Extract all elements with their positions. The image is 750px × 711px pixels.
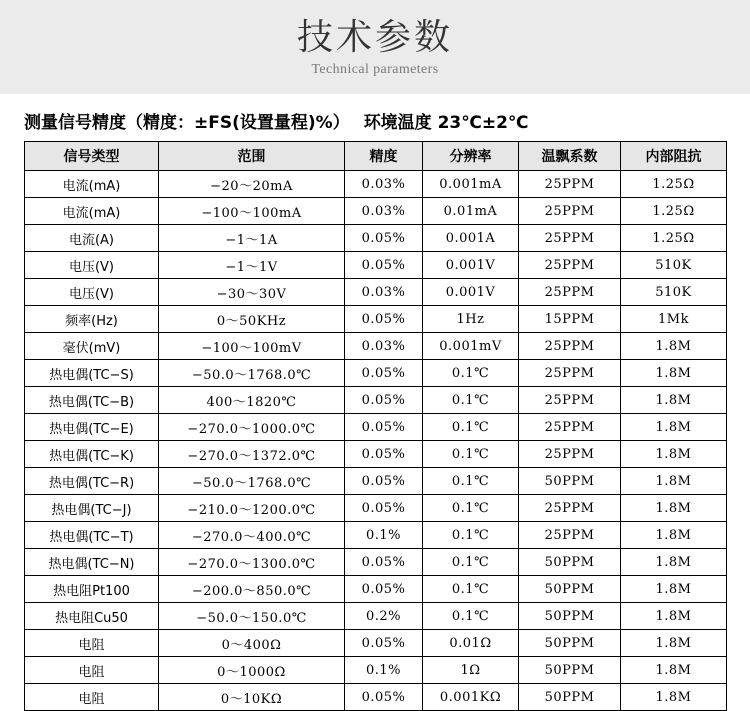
table-cell: 0.05% [345, 630, 423, 657]
table-cell: 0.1% [345, 657, 423, 684]
table-row [25, 441, 727, 468]
table-cell: 50PPM [519, 630, 621, 657]
page-subtitle: Technical parameters [311, 62, 439, 77]
table-cell: 热电阻Cu50 [25, 603, 159, 630]
table-cell: 热电偶(TC−R) [25, 468, 159, 495]
table-cell: 0.05% [345, 360, 423, 387]
column-header-temp-drift: 温飘系数 [519, 142, 621, 171]
table-cell: 0.05% [345, 576, 423, 603]
table-cell: −30～30V [159, 279, 345, 306]
table-cell: 0.1% [345, 522, 423, 549]
table-cell: 电流(A) [25, 225, 159, 252]
table-cell: 0～400Ω [159, 630, 345, 657]
table-cell: 0.1℃ [423, 603, 519, 630]
column-header-resolution: 分辨率 [423, 142, 519, 171]
table-cell: 25PPM [519, 333, 621, 360]
table-cell: 1.8M [621, 333, 727, 360]
table-row [25, 468, 727, 495]
table-cell: 0.05% [345, 252, 423, 279]
table-cell: 25PPM [519, 522, 621, 549]
table-cell: 毫伏(mV) [25, 333, 159, 360]
table-caption [24, 108, 750, 133]
table-cell: 1.8M [621, 684, 727, 711]
table-cell: −50.0～1768.0℃ [159, 468, 345, 495]
table-row [25, 225, 727, 252]
table-cell: 0.03% [345, 198, 423, 225]
table-cell: −200.0～850.0℃ [159, 576, 345, 603]
table-cell: 1.8M [621, 468, 727, 495]
table-cell: 25PPM [519, 171, 621, 198]
table-cell: 1.8M [621, 549, 727, 576]
table-cell: 510K [621, 279, 727, 306]
table-cell: 0.05% [345, 414, 423, 441]
table-cell: 25PPM [519, 279, 621, 306]
page-header [0, 0, 750, 94]
table-cell: 0.05% [345, 495, 423, 522]
table-cell: 0.05% [345, 387, 423, 414]
table-cell: 电流(mA) [25, 171, 159, 198]
table-cell: 0.001V [423, 252, 519, 279]
table-cell: 热电偶(TC−T) [25, 522, 159, 549]
table-cell: 1Hz [423, 306, 519, 333]
table-cell: 0～10KΩ [159, 684, 345, 711]
table-cell: 1.8M [621, 360, 727, 387]
table-row [25, 603, 727, 630]
table-cell: 0.05% [345, 225, 423, 252]
table-cell: −100～100mA [159, 198, 345, 225]
table-cell: 0.1℃ [423, 495, 519, 522]
table-cell: 0.03% [345, 171, 423, 198]
table-cell: 热电偶(TC−N) [25, 549, 159, 576]
table-cell: 0～50KHz [159, 306, 345, 333]
table-cell: 电阻 [25, 657, 159, 684]
table-cell: 0.03% [345, 279, 423, 306]
table-cell: 50PPM [519, 657, 621, 684]
column-header-signal-type: 信号类型 [25, 142, 159, 171]
table-cell: 25PPM [519, 441, 621, 468]
table-row [25, 171, 727, 198]
table-cell: 0.2% [345, 603, 423, 630]
table-cell: 1.8M [621, 495, 727, 522]
table-row [25, 360, 727, 387]
table-cell: 电阻 [25, 684, 159, 711]
table-cell: 1.8M [621, 630, 727, 657]
table-cell: 50PPM [519, 549, 621, 576]
page-title: 技术参数 [296, 17, 453, 58]
table-cell: 热电偶(TC−B) [25, 387, 159, 414]
table-cell: 0.01Ω [423, 630, 519, 657]
table-row [25, 495, 727, 522]
table-cell: 1.8M [621, 387, 727, 414]
table-cell: −50.0～1768.0℃ [159, 360, 345, 387]
table-cell: 0.05% [345, 468, 423, 495]
table-cell: 热电偶(TC−J) [25, 495, 159, 522]
table-cell: 25PPM [519, 360, 621, 387]
table-row [25, 279, 727, 306]
table-cell: 50PPM [519, 603, 621, 630]
table-cell: 0.1℃ [423, 360, 519, 387]
table-row [25, 306, 727, 333]
table-cell: 1Mk [621, 306, 727, 333]
table-row [25, 549, 727, 576]
column-header-range: 范围 [159, 142, 345, 171]
table-cell: 0.1℃ [423, 576, 519, 603]
table-row [25, 387, 727, 414]
table-cell: 0.1℃ [423, 441, 519, 468]
table-row [25, 252, 727, 279]
table-header-row [25, 142, 727, 171]
table-cell: 0.05% [345, 306, 423, 333]
table-cell: 电阻 [25, 630, 159, 657]
table-cell: 0.1℃ [423, 522, 519, 549]
table-cell: 热电偶(TC−K) [25, 441, 159, 468]
table-cell: 0.03% [345, 333, 423, 360]
table-cell: 50PPM [519, 684, 621, 711]
column-header-internal-impedance: 内部阻抗 [621, 142, 727, 171]
table-cell: −1～1A [159, 225, 345, 252]
table-cell: 25PPM [519, 225, 621, 252]
table-cell: −1～1V [159, 252, 345, 279]
table-cell: −270.0～400.0℃ [159, 522, 345, 549]
table-cell: 25PPM [519, 387, 621, 414]
table-cell: −270.0～1300.0℃ [159, 549, 345, 576]
table-cell: −20～20mA [159, 171, 345, 198]
table-cell: 0.1℃ [423, 468, 519, 495]
column-header-accuracy: 精度 [345, 142, 423, 171]
table-cell: 1.8M [621, 414, 727, 441]
table-cell: 0.001mV [423, 333, 519, 360]
table-cell: 电压(V) [25, 279, 159, 306]
table-cell: 热电阻Pt100 [25, 576, 159, 603]
table-cell: 0.001mA [423, 171, 519, 198]
table-row [25, 630, 727, 657]
table-row [25, 198, 727, 225]
table-cell: −270.0～1372.0℃ [159, 441, 345, 468]
table-cell: 1.25Ω [621, 225, 727, 252]
table-cell: 频率(Hz) [25, 306, 159, 333]
table-cell: 电流(mA) [25, 198, 159, 225]
table-cell: 25PPM [519, 414, 621, 441]
table-cell: 0.1℃ [423, 414, 519, 441]
table-cell: 0.01mA [423, 198, 519, 225]
table-cell: 1.25Ω [621, 171, 727, 198]
table-cell: −210.0～1200.0℃ [159, 495, 345, 522]
table-cell: 400～1820℃ [159, 387, 345, 414]
table-cell: 1.8M [621, 441, 727, 468]
table-cell: 0.05% [345, 441, 423, 468]
table-cell: 1.8M [621, 603, 727, 630]
table-cell: 0.1℃ [423, 549, 519, 576]
table-cell: 1Ω [423, 657, 519, 684]
table-cell: 热电偶(TC−E) [25, 414, 159, 441]
caption-accuracy: 测量信号精度（精度：±FS(设置量程)%） [24, 113, 350, 133]
table-cell: 510K [621, 252, 727, 279]
table-row [25, 522, 727, 549]
table-cell: 50PPM [519, 576, 621, 603]
table-cell: −270.0～1000.0℃ [159, 414, 345, 441]
specification-table [24, 141, 727, 711]
table-cell: 25PPM [519, 252, 621, 279]
table-cell: 1.8M [621, 576, 727, 603]
caption-temperature: 环境温度 23℃±2℃ [363, 113, 529, 133]
table-cell: −50.0～150.0℃ [159, 603, 345, 630]
table-cell: 1.8M [621, 522, 727, 549]
table-cell: 1.8M [621, 657, 727, 684]
table-body [25, 171, 727, 711]
table-cell: 25PPM [519, 198, 621, 225]
table-cell: 0.001V [423, 279, 519, 306]
table-cell: 0.05% [345, 549, 423, 576]
table-row [25, 333, 727, 360]
table-cell: 0.1℃ [423, 387, 519, 414]
table-cell: 0～1000Ω [159, 657, 345, 684]
table-cell: −100～100mV [159, 333, 345, 360]
table-cell: 15PPM [519, 306, 621, 333]
table-cell: 0.05% [345, 684, 423, 711]
table-cell: 电压(V) [25, 252, 159, 279]
table-cell: 0.001KΩ [423, 684, 519, 711]
table-cell: 25PPM [519, 495, 621, 522]
table-row [25, 414, 727, 441]
table-cell: 热电偶(TC−S) [25, 360, 159, 387]
table-cell: 1.25Ω [621, 198, 727, 225]
table-row [25, 684, 727, 711]
table-row [25, 576, 727, 603]
table-row [25, 657, 727, 684]
table-cell: 0.001A [423, 225, 519, 252]
table-cell: 50PPM [519, 468, 621, 495]
